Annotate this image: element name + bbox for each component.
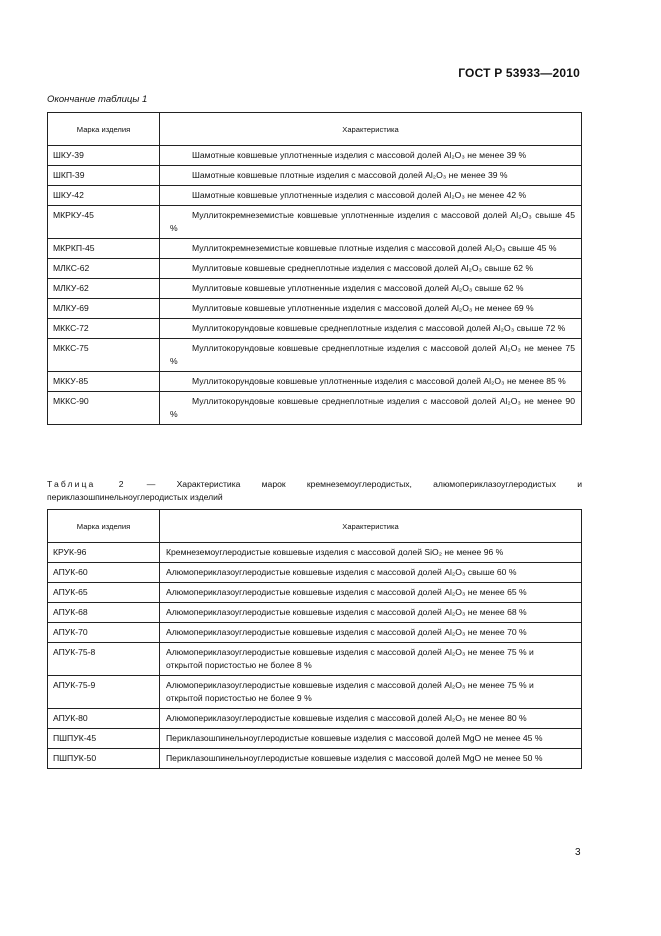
product-grade-code: МККС-75 bbox=[48, 339, 160, 372]
product-characteristic: Муллитокремнеземистые ковшевые плотные изделия с массовой долей Al₂O₃ свыше 45 % bbox=[160, 239, 582, 259]
table-row bbox=[48, 623, 582, 643]
table2-column-header-code: Марка изделия bbox=[48, 510, 160, 543]
table1-continuation-caption: Окончание таблицы 1 bbox=[47, 94, 148, 105]
table-row bbox=[48, 239, 582, 259]
product-characteristic: Муллитокорундовые ковшевые уплотненные изделия с массовой долей Al₂O₃ не менее 85 % bbox=[160, 372, 582, 392]
table-row bbox=[48, 259, 582, 279]
product-characteristic: Муллитовые ковшевые уплотненные изделия с массовой долей Al₂O₃ не менее 69 % bbox=[160, 299, 582, 319]
product-grade-code: КРУК-96 bbox=[48, 543, 160, 563]
product-characteristic: Алюмопериклазоуглеродистые ковшевые изделия с массовой долей Al₂O₃ не менее 68 % bbox=[160, 603, 582, 623]
table-row bbox=[48, 166, 582, 186]
product-characteristic: Муллитокорундовые ковшевые среднеплотные изделия с массовой долей Al₂O₃ не менее 90 % bbox=[160, 392, 582, 425]
product-characteristic: Кремнеземоуглеродистые ковшевые изделия с массовой долей SiO₂ не менее 96 % bbox=[160, 543, 582, 563]
table2-caption bbox=[47, 478, 582, 504]
product-grade-code: ШКУ-39 bbox=[48, 146, 160, 166]
table1 bbox=[47, 112, 582, 425]
product-characteristic: Периклазошпинельноуглеродистые ковшевые изделия с массовой долей MgO не менее 45 % bbox=[160, 729, 582, 749]
table-row bbox=[48, 563, 582, 583]
product-characteristic: Алюмопериклазоуглеродистые ковшевые изделия с массовой долей Al₂O₃ не менее 75 % и открытой пористостью не более 9 % bbox=[160, 676, 582, 709]
product-grade-code: МКРКП-45 bbox=[48, 239, 160, 259]
product-grade-code: МЛКУ-69 bbox=[48, 299, 160, 319]
product-characteristic: Периклазошпинельноуглеродистые ковшевые изделия с массовой долей MgO не менее 50 % bbox=[160, 749, 582, 769]
table-row bbox=[48, 372, 582, 392]
document-standard-id: ГОСТ Р 53933—2010 bbox=[458, 66, 580, 80]
product-characteristic: Муллитовые ковшевые среднеплотные изделия с массовой долей Al₂O₃ свыше 62 % bbox=[160, 259, 582, 279]
table2-caption-text: — Характеристика марок кремнеземоуглеродистых, алюмопериклазоуглеродистых и периклазошпинельноуглеродистых изделий bbox=[47, 479, 582, 502]
table-row bbox=[48, 339, 582, 372]
product-grade-code: АПУК-65 bbox=[48, 583, 160, 603]
table1-column-header-code: Марка изделия bbox=[48, 113, 160, 146]
product-characteristic: Муллитовые ковшевые уплотненные изделия с массовой долей Al₂O₃ свыше 62 % bbox=[160, 279, 582, 299]
table-row bbox=[48, 392, 582, 425]
product-grade-code: ШКП-39 bbox=[48, 166, 160, 186]
table-row bbox=[48, 319, 582, 339]
table-row bbox=[48, 543, 582, 563]
product-grade-code: ПШПУК-50 bbox=[48, 749, 160, 769]
product-characteristic: Муллитокорундовые ковшевые среднеплотные изделия с массовой долей Al₂O₃ свыше 72 % bbox=[160, 319, 582, 339]
table-row bbox=[48, 583, 582, 603]
table-row bbox=[48, 186, 582, 206]
table2-caption-label: Таблица 2 bbox=[47, 479, 126, 489]
product-grade-code: АПУК-60 bbox=[48, 563, 160, 583]
product-characteristic: Алюмопериклазоуглеродистые ковшевые изделия с массовой долей Al₂O₃ не менее 70 % bbox=[160, 623, 582, 643]
product-grade-code: АПУК-70 bbox=[48, 623, 160, 643]
table2 bbox=[47, 509, 582, 769]
page-number: 3 bbox=[575, 847, 581, 858]
product-grade-code: МККУ-85 bbox=[48, 372, 160, 392]
table-row bbox=[48, 146, 582, 166]
table2-header-row bbox=[48, 510, 582, 543]
product-grade-code: АПУК-75-8 bbox=[48, 643, 160, 676]
product-characteristic: Алюмопериклазоуглеродистые ковшевые изделия с массовой долей Al₂O₃ не менее 80 % bbox=[160, 709, 582, 729]
product-grade-code: МЛКС-62 bbox=[48, 259, 160, 279]
product-grade-code: ПШПУК-45 bbox=[48, 729, 160, 749]
product-characteristic: Алюмопериклазоуглеродистые ковшевые изделия с массовой долей Al₂O₃ не менее 65 % bbox=[160, 583, 582, 603]
product-characteristic: Алюмопериклазоуглеродистые ковшевые изделия с массовой долей Al₂O₃ не менее 75 % и открытой пористостью не более 8 % bbox=[160, 643, 582, 676]
table-row bbox=[48, 299, 582, 319]
product-characteristic: Муллитокремнеземистые ковшевые уплотненные изделия с массовой долей Al₂O₃ свыше 45 % bbox=[160, 206, 582, 239]
product-characteristic: Шамотные ковшевые уплотненные изделия с массовой долей Al₂O₃ не менее 39 % bbox=[160, 146, 582, 166]
table-row bbox=[48, 749, 582, 769]
product-grade-code: МКРКУ-45 bbox=[48, 206, 160, 239]
product-characteristic: Шамотные ковшевые уплотненные изделия с массовой долей Al₂O₃ не менее 42 % bbox=[160, 186, 582, 206]
product-grade-code: АПУК-68 bbox=[48, 603, 160, 623]
product-grade-code: МЛКУ-62 bbox=[48, 279, 160, 299]
table-row bbox=[48, 279, 582, 299]
product-grade-code: МККС-72 bbox=[48, 319, 160, 339]
table1-column-header-characteristic: Характеристика bbox=[160, 113, 582, 146]
table-row bbox=[48, 603, 582, 623]
product-characteristic: Алюмопериклазоуглеродистые ковшевые изделия с массовой долей Al₂O₃ свыше 60 % bbox=[160, 563, 582, 583]
table-row bbox=[48, 729, 582, 749]
product-grade-code: МККС-90 bbox=[48, 392, 160, 425]
table-row bbox=[48, 206, 582, 239]
product-characteristic: Муллитокорундовые ковшевые среднеплотные изделия с массовой долей Al₂O₃ не менее 75 % bbox=[160, 339, 582, 372]
product-characteristic: Шамотные ковшевые плотные изделия с массовой долей Al₂O₃ не менее 39 % bbox=[160, 166, 582, 186]
product-grade-code: ШКУ-42 bbox=[48, 186, 160, 206]
table-row bbox=[48, 643, 582, 676]
table-row bbox=[48, 709, 582, 729]
product-grade-code: АПУК-80 bbox=[48, 709, 160, 729]
table1-header-row bbox=[48, 113, 582, 146]
product-grade-code: АПУК-75-9 bbox=[48, 676, 160, 709]
table-row bbox=[48, 676, 582, 709]
table2-column-header-characteristic: Характеристика bbox=[160, 510, 582, 543]
